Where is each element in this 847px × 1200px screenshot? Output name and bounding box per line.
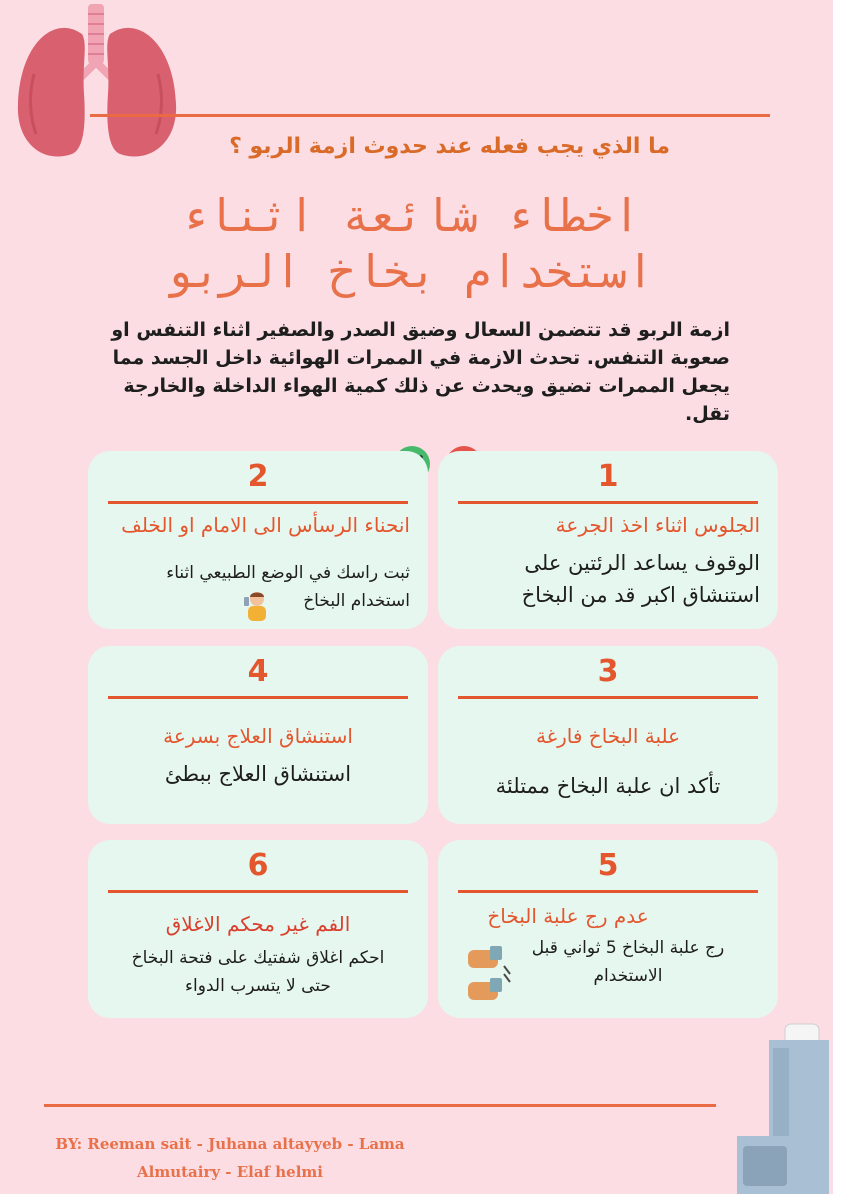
card-divider	[458, 696, 758, 699]
card-number: 2	[247, 459, 269, 494]
tip-text: الوقوف يساعد الرئتين على استنشاق اكبر قد من البخاخ	[521, 551, 760, 607]
inhaler-icon	[733, 1018, 833, 1194]
mistake-text: علبة البخاخ فارغة	[535, 724, 681, 748]
card-divider	[458, 501, 758, 504]
mistake-card-1	[438, 451, 778, 629]
question-heading: ما الذي يجب فعله عند حدوث ازمة الربو ؟	[229, 134, 670, 159]
tip-text: احكم اغلاق شفتيك على فتحة البخاخ حتى لا يتسرب الدواء	[131, 948, 385, 996]
card-number: 6	[247, 848, 269, 883]
authors-line-1: BY: Reeman sait - Juhana altayyeb - Lama	[55, 1135, 405, 1153]
person-inhaler-icon	[240, 589, 274, 623]
page-title	[150, 188, 670, 300]
mistake-card-4	[88, 646, 428, 824]
card-divider	[108, 890, 408, 893]
tip-text: رج علبة البخاخ 5 ثواني قبل الاستخدام	[531, 938, 725, 986]
tip-text: تأكد ان علبة البخاخ ممتلئة	[495, 774, 721, 798]
mistake-card-3	[438, 646, 778, 824]
mistake-text: الفم غير محكم الاغلاق	[165, 912, 351, 936]
title-line-1: اخطاء شائعة اثناء	[179, 189, 641, 242]
card-number: 4	[247, 654, 269, 689]
mistake-card-2	[88, 451, 428, 629]
mistake-text: انحناء الرسأس الى الامام او الخلف	[121, 513, 410, 537]
title-line-2: استخدام بخاخ الربو	[166, 245, 654, 298]
authors-line-2: Almutairy - Elaf helmi	[137, 1163, 323, 1181]
card-number: 3	[597, 654, 619, 689]
footer-divider	[44, 1104, 716, 1107]
card-divider	[108, 501, 408, 504]
tip-text: استنشاق العلاج ببطئ	[164, 762, 352, 786]
intro-paragraph: ازمة الربو قد تتضمن السعال وضيق الصدر والصفير اثناء التنفس او صعوبة التنفس. تحدث الازمة في الممرات الهوائية داخل الجسد مما يجعل الممرات تضيق ويحدث عن ذلك كمية الهواء الداخلة والخارجة تقل.	[111, 319, 730, 425]
header-divider	[90, 114, 770, 117]
lungs-icon	[14, 4, 178, 164]
card-divider	[108, 696, 408, 699]
mistake-card-6	[88, 840, 428, 1018]
mistake-text: عدم رج علبة البخاخ	[487, 904, 649, 928]
tip-text: ثبت راسك في الوضع الطبيعي اثناء استخدام البخاخ	[166, 563, 410, 611]
mistake-text: استنشاق العلاج بسرعة	[163, 724, 353, 748]
card-divider	[458, 890, 758, 893]
shake-hands-icon	[464, 946, 514, 1006]
card-number: 1	[597, 459, 619, 494]
mistake-text: الجلوس اثناء اخذ الجرعة	[555, 513, 760, 537]
authors-credit	[40, 1130, 420, 1186]
mistake-card-5	[438, 840, 778, 1018]
card-number: 5	[597, 848, 619, 883]
